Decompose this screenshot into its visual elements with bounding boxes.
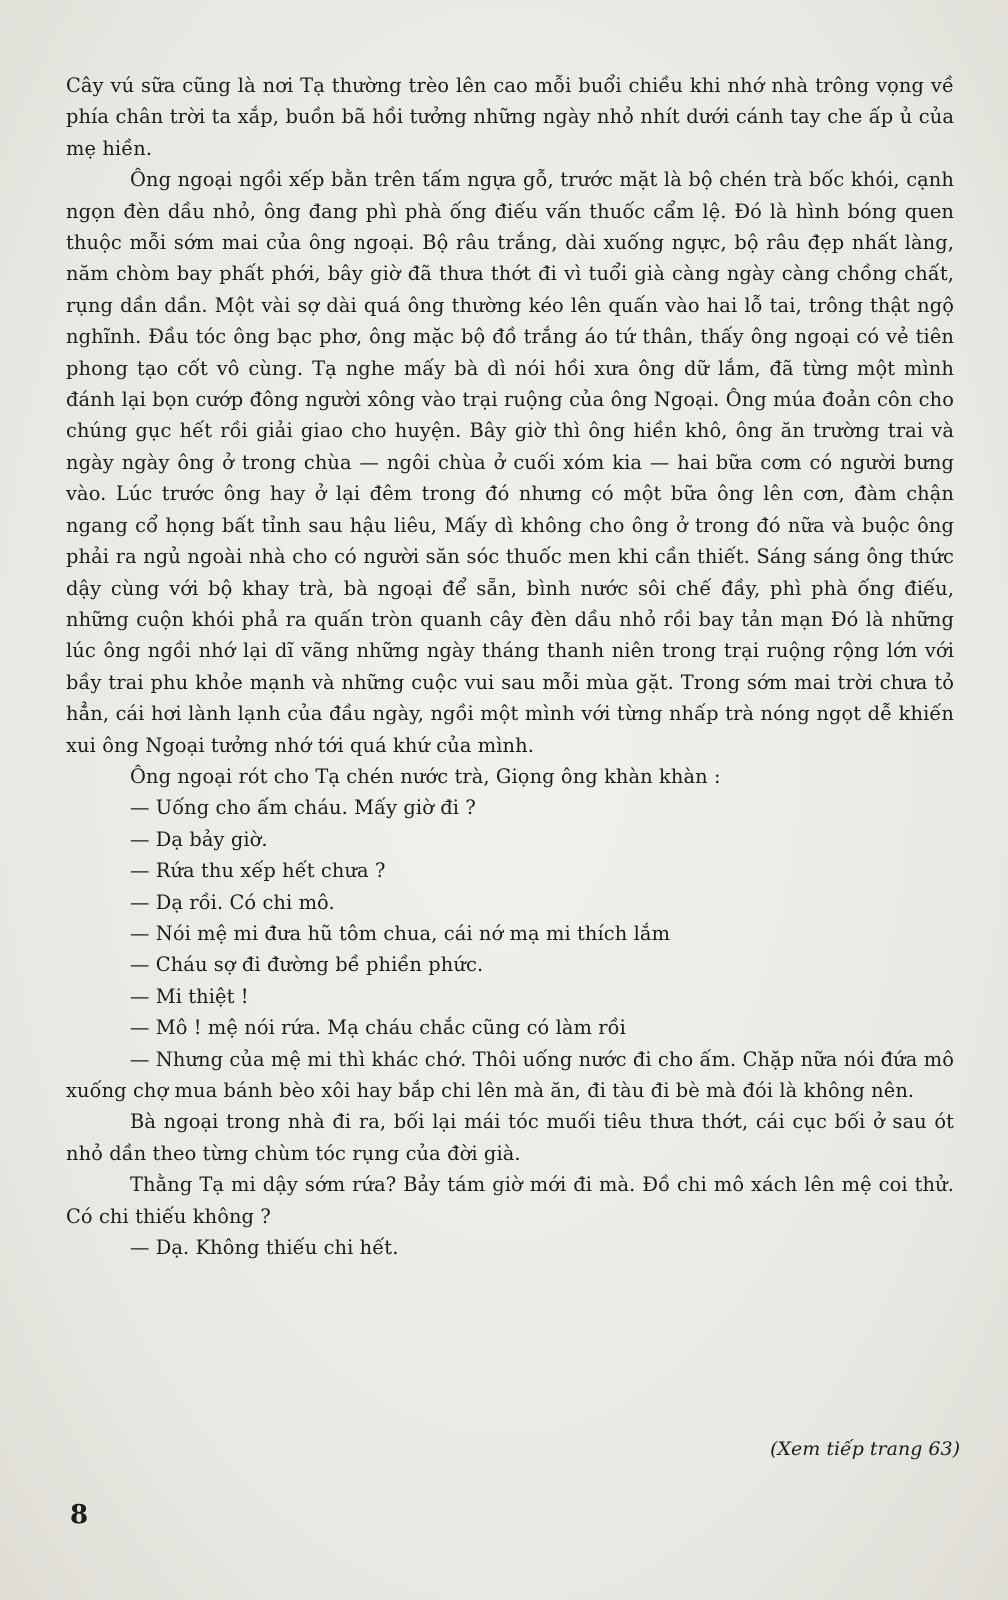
paragraph-4: Bà ngoại trong nhà đi ra, bối lại mái tóc muối tiêu thưa thớt, cái cục bối ở sau ót nhỏ dần theo từng chùm tóc rụng của đời già. xyxy=(66,1110,954,1165)
page-number: 8 xyxy=(70,1500,89,1530)
dialog-line-10: — Dạ. Không thiếu chi hết. xyxy=(130,1236,399,1260)
story-text xyxy=(66,70,954,1263)
dialog-line-3: — Rứa thu xếp hết chưa ? xyxy=(130,859,386,883)
paragraph-5: Thằng Tạ mi dậy sớm rứa? Bảy tám giờ mới đi mà. Đồ chi mô xách lên mệ coi thử. Có chi thiếu không ? xyxy=(66,1173,954,1228)
dialog-line-2: — Dạ bảy giờ. xyxy=(130,827,268,851)
dialog-line-9: — Nhưng của mệ mi thì khác chớ. Thôi uống nước đi cho ấm. Chặp nữa nói đứa mô xuống chợ mua bánh bèo xôi hay bắp chi lên mà ăn, đi tàu đi bè mà đói là không nên. xyxy=(66,1047,954,1102)
paragraph-2: Ông ngoại ngồi xếp bằn trên tấm ngựa gỗ, trước mặt là bộ chén trà bốc khói, cạnh ngọn đèn dầu nhỏ, ông đang phì phà ống điếu vấn thuốc cẩm lệ. Đó là hình bóng quen thuộc mỗi sớm mai của ông ngoại. Bộ râu trắng, dài xuống ngực, bộ râu đẹp nhất làng, năm chòm bay phất phới, bây giờ đã thưa thớt đi vì tuổi già càng ngày càng chồng chất, rụng dần dần. Một vài sợ dài quá ông thường kéo lên quấn vào hai lỗ tai, trông thật ngộ nghĩnh. Đầu tóc ông bạc phơ, ông mặc bộ đồ trắng áo tứ thân, thấy ông ngoại có vẻ tiên phong tạo cốt vô cùng. Tạ nghe mấy bà dì nói hồi xưa ông dữ lắm, đã từng một mình đánh lại bọn cướp đông người xông vào trại ruộng của ông Ngoại. Ông múa đoản côn cho chúng gục hết rồi giải giao cho huyện. Bây giờ thì ông hiền khô, ông ăn trường trai và ngày ngày ông ở trong chùa — ngôi chùa ở cuối xóm kia — hai bữa cơm có người bưng vào. Lúc trước ông hay ở lại đêm trong đó nhưng có một bữa ông lên cơn, đàm chận ngang cổ họng bất tỉnh sau hậu liêu, Mấy dì không cho ông ở trong đó nữa và buộc ông phải ra ngủ ngoài nhà cho có người săn sóc thuốc men khi cần thiết. Sáng sáng ông thức dậy cùng với bộ khay trà, bà ngoại để sẵn, bình nước sôi chế đầy, phì phà ống điếu, những cuộn khói phả ra quấn tròn quanh cây đèn dầu nhỏ rồi bay tản mạn Đó là những lúc ông ngồi nhớ lại dĩ vãng những ngày tháng thanh niên trong trại ruộng rộng lớn với bầy trai phu khỏe mạnh và những cuộc vui sau mỗi mùa gặt. Trong sớm mai trời chưa tỏ hẳn, cái hơi lành lạnh của đầu ngày, ngồi một mình với từng nhấp trà nóng ngọt dễ khiến xui ông Ngoại tưởng nhớ tới quá khứ của mình. xyxy=(66,168,954,757)
dialog-line-7: — Mi thiệt ! xyxy=(130,984,249,1008)
dialog-line-1: — Uống cho ấm cháu. Mấy giờ đi ? xyxy=(130,796,476,820)
dialog-line-8: — Mô ! mệ nói rứa. Mạ cháu chắc cũng có làm rồi xyxy=(130,1016,626,1040)
dialog-line-4: — Dạ rồi. Có chi mô. xyxy=(130,890,335,914)
continued-note: (Xem tiếp trang 63) xyxy=(770,1438,960,1460)
paragraph-3: Ông ngoại rót cho Tạ chén nước trà, Giọng ông khàn khàn : xyxy=(130,764,721,788)
dialog-line-5: — Nói mệ mi đưa hũ tôm chua, cái nớ mạ mi thích lắm xyxy=(130,921,671,945)
dialog-line-6: — Cháu sợ đi đường bề phiền phức. xyxy=(130,953,484,977)
paragraph-1: Cây vú sữa cũng là nơi Tạ thường trèo lên cao mỗi buổi chiều khi nhớ nhà trông vọng về phía chân trời ta xắp, buồn bã hồi tưởng những ngày nhỏ nhít dưới cánh tay che ấp ủ của mẹ hiền. xyxy=(66,74,954,160)
